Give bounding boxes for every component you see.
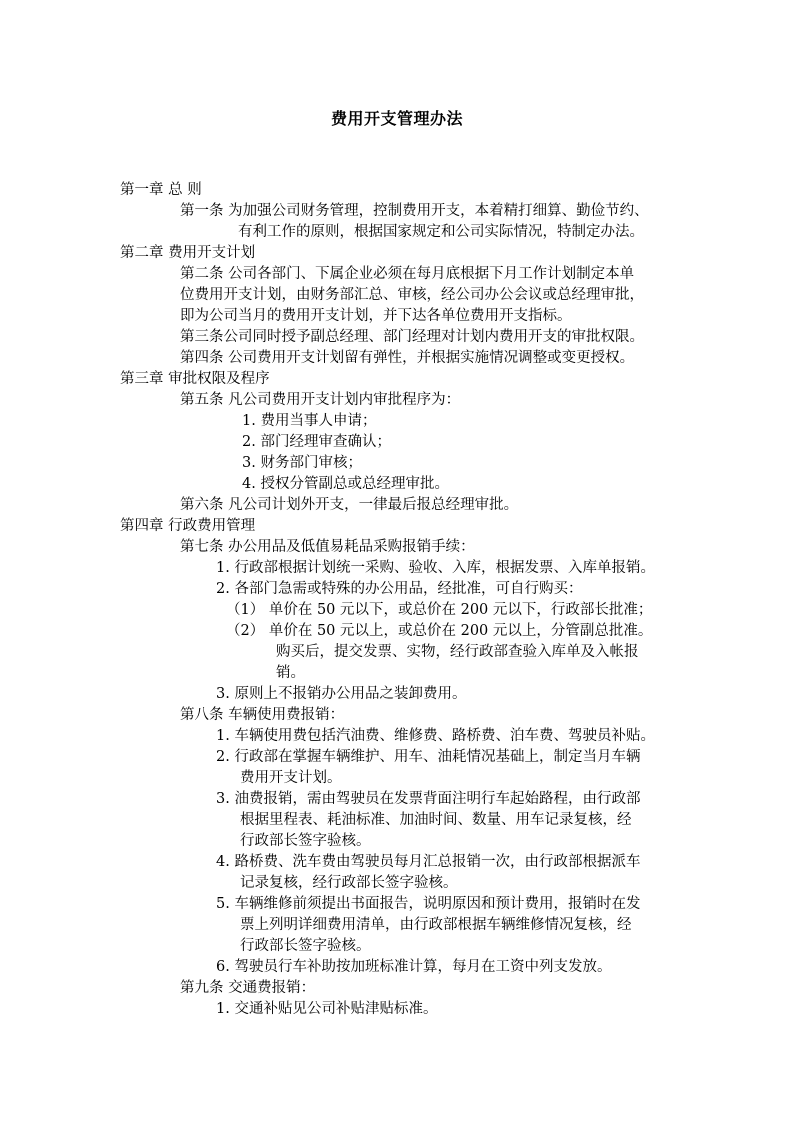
document-title: 费用开支管理办法	[330, 109, 463, 128]
list-item: 根据里程表、耗油标准、加油时间、数量、用车记录复核，经	[240, 812, 632, 828]
list-item: 4. 授权分管副总或总经理审批。	[242, 476, 449, 492]
article-text: 第九条 交通费报销：	[180, 980, 316, 996]
article-text: 即为公司当月的费用开支计划，并下达各单位费用开支指标。	[180, 308, 572, 324]
list-item: 1. 行政部根据计划统一采购、验收、入库，根据发票、入库单报销。	[216, 560, 655, 576]
list-item: 费用开支计划。	[240, 770, 342, 786]
list-item: 3. 原则上不报销办公用品之装卸费用。	[216, 686, 467, 702]
chapter-heading: 第三章 审批权限及程序	[120, 371, 270, 387]
list-item: 1. 车辆使用费包括汽油费、维修费、路桥费、泊车费、驾驶员补贴。	[216, 728, 655, 744]
list-item: 4. 路桥费、洗车费由驾驶员每月汇总报销一次，由行政部根据派车	[216, 854, 641, 870]
sub-list-item: 购买后，提交发票、实物，经行政部查验入库单及入帐报	[276, 644, 639, 660]
list-item: 1. 费用当事人申请；	[242, 413, 377, 429]
article-text: 第三条公司同时授予副总经理、部门经理对计划内费用开支的审批权限。	[180, 329, 644, 345]
list-item: 6. 驾驶员行车补助按加班标准计算，每月在工资中列支发放。	[216, 959, 612, 975]
list-item: 1. 交通补贴见公司补贴津贴标准。	[216, 1001, 438, 1017]
article-text: 第六条 凡公司计划外开支，一律最后报总经理审批。	[180, 497, 519, 513]
chapter-heading: 第二章 费用开支计划	[120, 245, 256, 261]
sub-list-item: （1） 单价在 50 元以下，或总价在 200 元以下，行政部长批准；	[226, 602, 653, 618]
sub-list-item: （2） 单价在 50 元以上，或总价在 200 元以上，分管副总批准。	[226, 623, 653, 639]
list-item: 2. 部门经理审查确认；	[242, 434, 391, 450]
article-text: 第七条 办公用品及低值易耗品采购报销手续：	[180, 539, 475, 555]
list-item: 3. 油费报销，需由驾驶员在发票背面注明行车起始路程，由行政部	[216, 791, 641, 807]
article-text: 第五条 凡公司费用开支计划内审批程序为：	[180, 392, 461, 408]
article-text: 第四条 公司费用开支计划留有弹性，并根据实施情况调整或变更授权。	[180, 350, 635, 366]
list-item: 记录复核，经行政部长签字验核。	[240, 875, 458, 891]
article-text: 第八条 车辆使用费报销：	[180, 707, 345, 723]
list-item: 行政部长签字验核。	[240, 833, 371, 849]
list-item: 行政部长签字验核。	[240, 938, 371, 954]
chapter-heading: 第四章 行政费用管理	[120, 518, 256, 534]
article-text: 位费用开支计划，由财务部汇总、审核，经公司办公会议或总经理审批，	[180, 287, 644, 303]
list-item: 票上列明详细费用清单，由行政部根据车辆维修情况复核，经	[240, 917, 632, 933]
list-item: 3. 财务部门审核；	[242, 455, 362, 471]
list-item: 2. 行政部在掌握车辆维护、用车、油耗情况基础上，制定当月车辆	[216, 749, 641, 765]
list-item: 2. 各部门急需或特殊的办公用品，经批准，可自行购买：	[216, 581, 583, 597]
chapter-heading: 第一章 总 则	[120, 182, 202, 198]
sub-list-item: 销。	[276, 665, 305, 681]
article-text: 第一条 为加强公司财务管理，控制费用开支，本着精打细算、勤俭节约、	[180, 203, 649, 219]
article-text: 第二条 公司各部门、下属企业必须在每月底根据下月工作计划制定本单	[180, 266, 635, 282]
list-item: 5. 车辆维修前须提出书面报告，说明原因和预计费用，报销时在发	[216, 896, 641, 912]
article-text: 有利工作的原则，根据国家规定和公司实际情况，特制定办法。	[238, 224, 644, 240]
